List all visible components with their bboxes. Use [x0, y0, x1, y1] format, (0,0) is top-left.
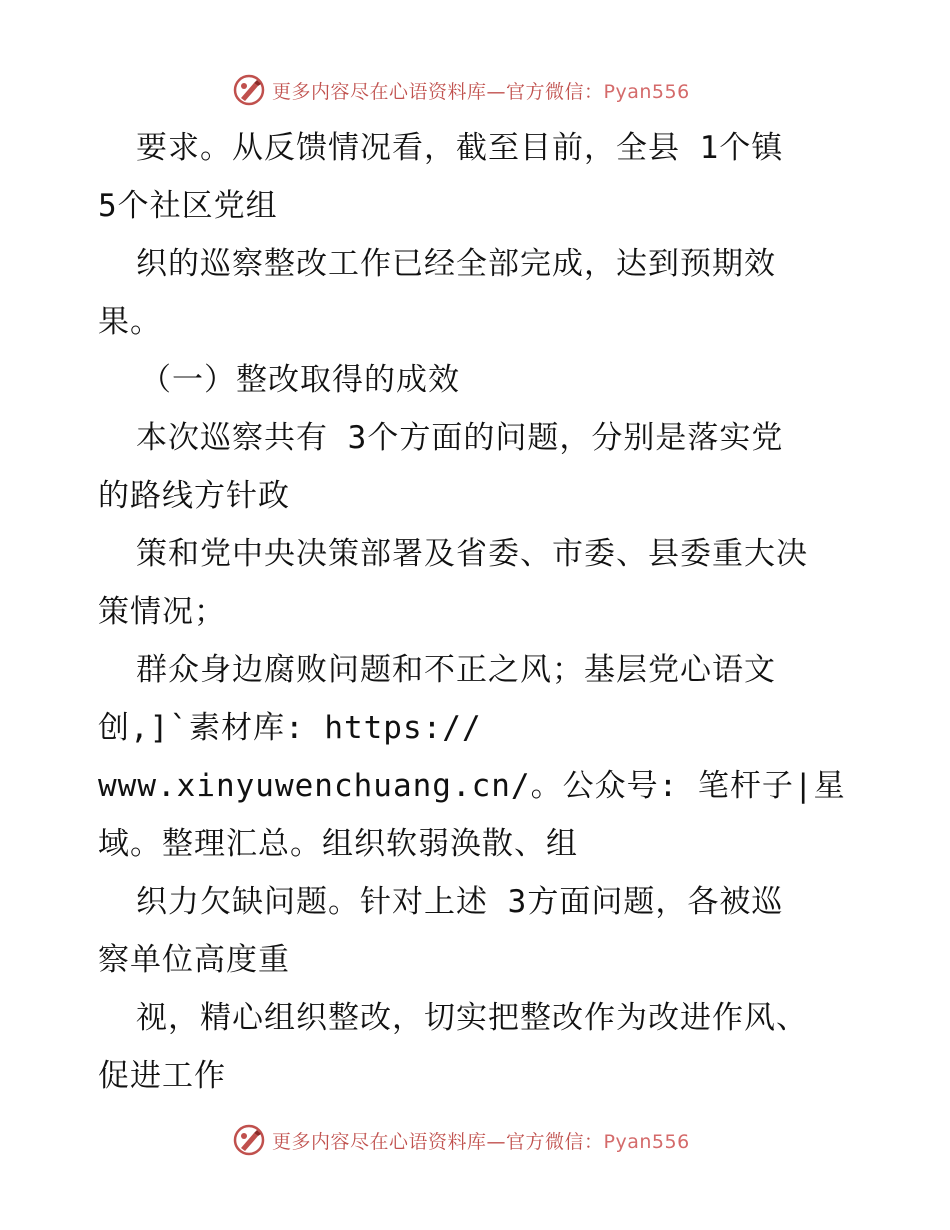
text-line: 视，精心组织整改，切实把整改作为改进作风、 — [136, 1000, 808, 1036]
pen-circle-logo-icon — [232, 1123, 266, 1157]
section-heading: （一）整改取得的成效 — [140, 362, 460, 398]
text-line: 域。整理汇总。组织软弱涣散、组 — [98, 826, 578, 862]
pen-circle-logo-icon — [232, 73, 266, 107]
footer-banner — [232, 1123, 690, 1157]
text-line: 要求。从反馈情况看，截至目前，全县 1个镇 — [136, 130, 784, 166]
banner-text: 更多内容尽在心语资料库—官方微信：Pyan556 — [272, 1130, 690, 1153]
header-banner — [232, 73, 690, 107]
text-line: 策和党中央决策部署及省委、市委、县委重大决 — [136, 536, 808, 572]
text-line: www.xinyuwenchuang.cn/。公众号: 笔杆子|星 — [98, 768, 846, 804]
body-text — [98, 119, 898, 1105]
text-line: 果。 — [98, 304, 162, 340]
text-line: 织力欠缺问题。针对上述 3方面问题，各被巡 — [136, 884, 784, 920]
text-line: 创,]`素材库: https:// — [98, 710, 482, 746]
text-line: 的路线方针政 — [98, 478, 290, 514]
text-line: 策情况； — [98, 594, 226, 630]
text-line: 5个社区党组 — [98, 188, 278, 224]
text-line: 织的巡察整改工作已经全部完成，达到预期效 — [136, 246, 776, 282]
text-line: 本次巡察共有 3个方面的问题，分别是落实党 — [136, 420, 784, 456]
banner-text: 更多内容尽在心语资料库—官方微信：Pyan556 — [272, 80, 690, 103]
text-line: 群众身边腐败问题和不正之风；基层党心语文 — [136, 652, 776, 688]
text-line: 察单位高度重 — [98, 942, 290, 978]
text-line: 促进工作 — [98, 1058, 226, 1094]
